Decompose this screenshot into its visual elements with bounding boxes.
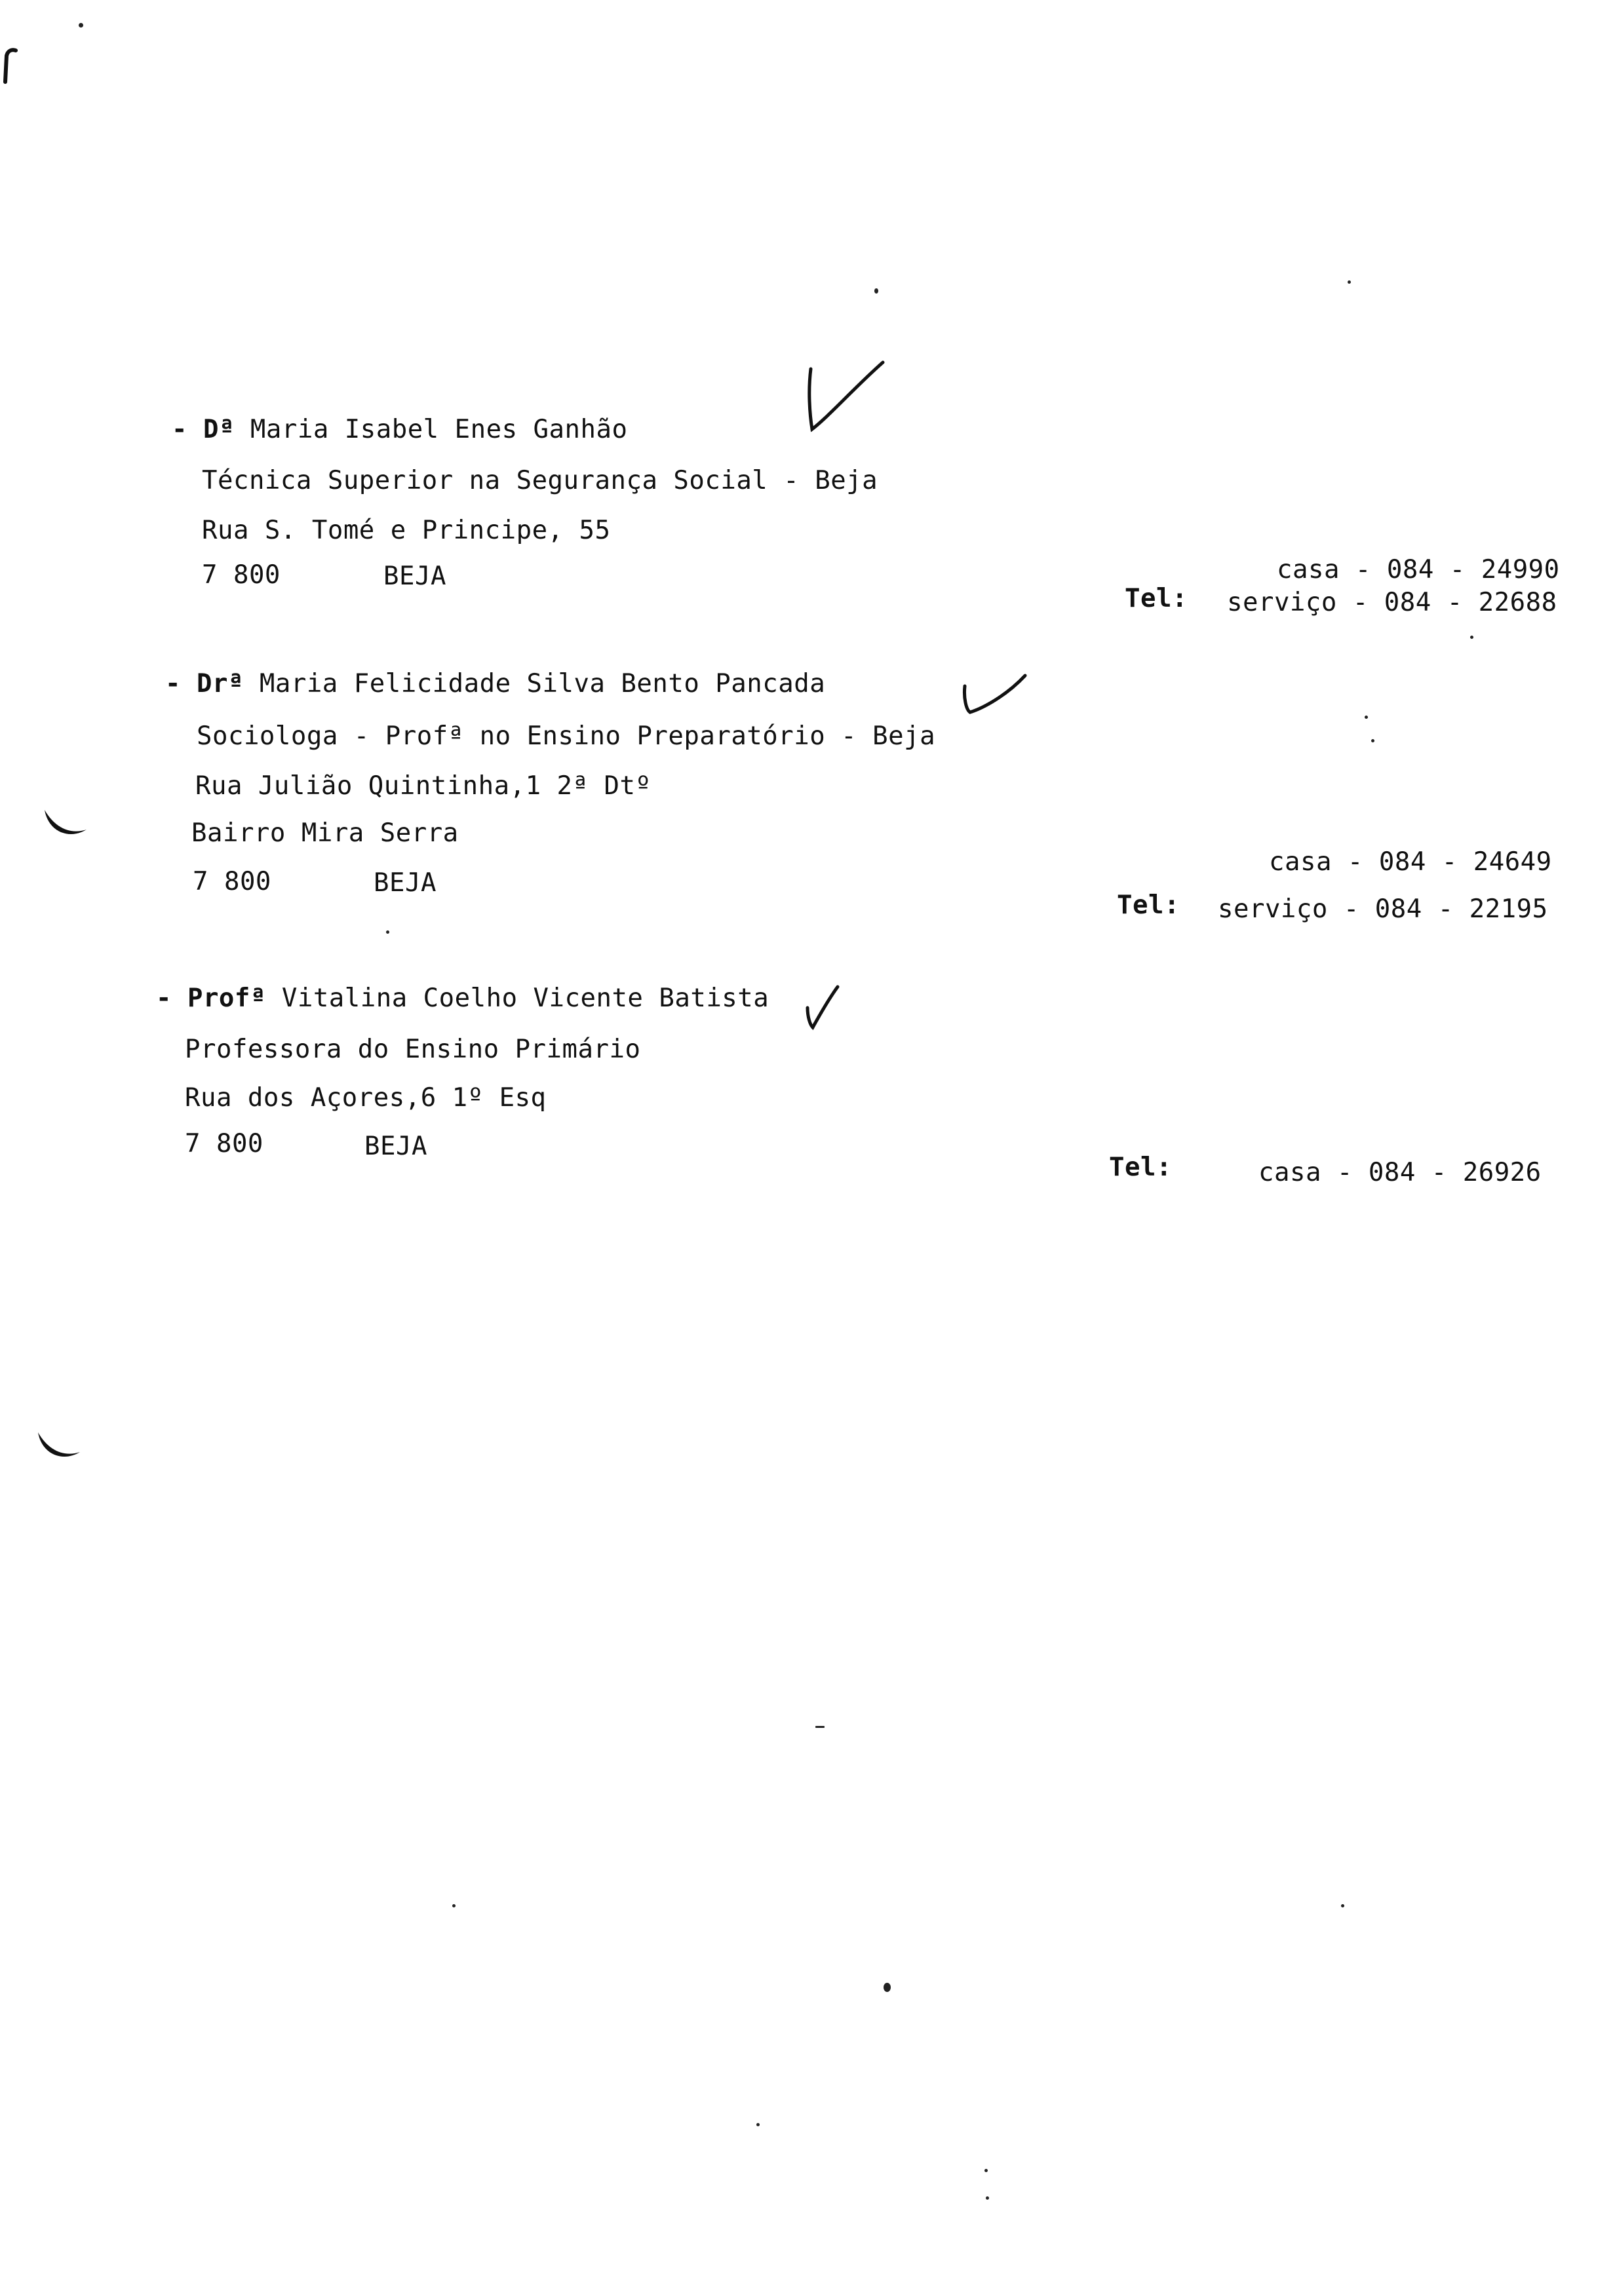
crescent-mark-icon xyxy=(39,806,92,845)
postal-code: 7 800 xyxy=(193,867,271,896)
city: BEJA xyxy=(364,1132,427,1161)
city: BEJA xyxy=(383,562,446,591)
address-line: Rua Julião Quintinha,1 2ª Dtº xyxy=(195,771,652,801)
contact-heading xyxy=(165,668,825,700)
scan-speck xyxy=(386,930,389,934)
phone-home: casa - 084 - 24649 xyxy=(1269,847,1552,877)
scan-speck xyxy=(1348,280,1351,284)
contact-role: Técnica Superior na Segurança Social - Beja xyxy=(202,466,878,495)
contact-name: Maria Felicidade Silva Bento Pancada xyxy=(259,669,826,698)
phone-work: serviço - 084 - 22195 xyxy=(1218,894,1548,924)
title-prefix: - Drª xyxy=(165,669,244,698)
tel-label: Tel: xyxy=(1117,890,1180,920)
contact-heading xyxy=(172,414,627,446)
phone-work: serviço - 084 - 22688 xyxy=(1227,588,1557,617)
phone-home: casa - 084 - 24990 xyxy=(1277,555,1560,584)
check-mark-icon xyxy=(958,672,1030,721)
check-mark-icon xyxy=(803,357,888,439)
contact-role: Professora do Ensino Primário xyxy=(185,1035,641,1064)
scan-speck xyxy=(452,1904,456,1907)
scan-speck xyxy=(815,1726,825,1728)
check-mark-icon xyxy=(804,983,843,1032)
scan-speck xyxy=(1470,636,1473,639)
scan-speck xyxy=(79,23,83,28)
scan-speck xyxy=(984,2169,988,2172)
crescent-mark-icon xyxy=(33,1428,85,1468)
postal-code: 7 800 xyxy=(185,1129,263,1158)
postal-code: 7 800 xyxy=(202,560,281,590)
scan-speck xyxy=(874,288,878,294)
city: BEJA xyxy=(374,868,437,898)
address-line: Bairro Mira Serra xyxy=(191,818,459,848)
contact-name: Maria Isabel Enes Ganhão xyxy=(250,415,628,444)
tel-label: Tel: xyxy=(1109,1153,1172,1182)
scan-speck xyxy=(1341,1904,1344,1907)
scan-speck xyxy=(756,2123,760,2126)
phone-home: casa - 084 - 26926 xyxy=(1258,1158,1542,1187)
title-prefix: - Profª xyxy=(156,984,266,1013)
contact-name: Vitalina Coelho Vicente Batista xyxy=(281,984,769,1013)
tel-label: Tel: xyxy=(1125,584,1188,613)
contact-role: Sociologa - Profª no Ensino Preparatório - Beja xyxy=(197,721,936,751)
corner-mark-icon xyxy=(0,36,20,88)
scan-speck xyxy=(1365,716,1368,719)
address-line: Rua S. Tomé e Principe, 55 xyxy=(202,516,611,545)
contact-heading xyxy=(156,983,769,1014)
title-prefix: - Dª xyxy=(172,415,235,444)
address-line: Rua dos Açores,6 1º Esq xyxy=(185,1083,547,1113)
scan-speck xyxy=(884,1983,891,1992)
scan-speck xyxy=(1371,739,1374,742)
scan-speck xyxy=(986,2196,989,2200)
